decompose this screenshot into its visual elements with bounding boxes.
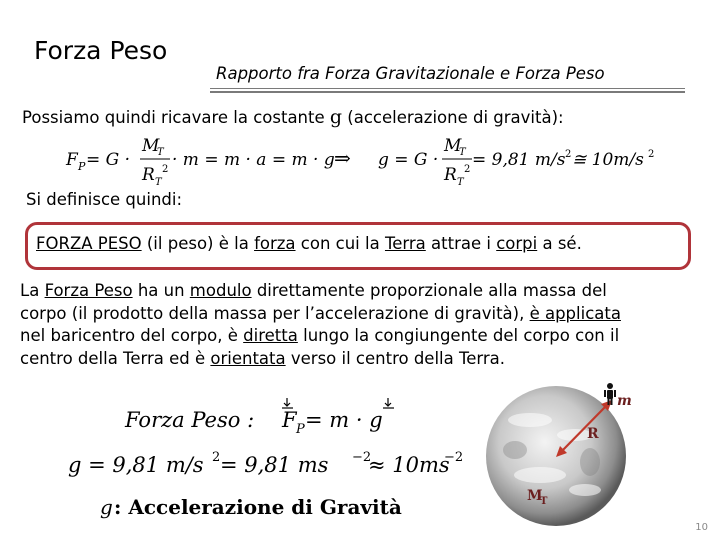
formula1-g-eq: g = G · (378, 150, 439, 170)
formula-weight-force (120, 392, 420, 440)
formula2-label: Forza Peso : (125, 408, 255, 432)
definition-text (36, 234, 582, 253)
formula1-F: F (66, 150, 78, 170)
formula1-den-2: 2 (162, 164, 169, 175)
slide-title: Forza Peso (34, 36, 168, 65)
earth-label-T: T (540, 496, 548, 507)
formula3-text: g = 9,81 m/s (68, 453, 204, 477)
para-l4a: centro della Terra ed è (20, 349, 211, 369)
formula-gravity-value (68, 444, 468, 484)
formula2-F: F (282, 408, 297, 432)
para-l4c: verso il centro della Terra. (285, 349, 506, 369)
def-corpi: corpi (496, 234, 538, 253)
para-l3c: lungo la congiungente del corpo con il (297, 326, 620, 346)
para-forza-peso: Forza Peso (44, 281, 133, 300)
formula1-P-sub: P (78, 160, 86, 173)
intro-g: g (329, 106, 343, 128)
def-forza-peso: FORZA PESO (36, 234, 142, 253)
para-line-3 (20, 325, 700, 348)
formula2-rest: = m · g (305, 408, 383, 432)
para-line-4 (20, 348, 700, 371)
slide-subtitle: Rapporto fra Forza Gravitazionale e Forza Peso (216, 64, 605, 83)
para-diretta: diretta (243, 326, 298, 346)
para-l3a: nel baricentro del corpo, è (20, 326, 244, 346)
formula3-sup2: 2 (212, 450, 221, 465)
earth-label-M: M (527, 488, 543, 504)
earth-label-m: m (617, 393, 632, 409)
para-l1c: ha un (132, 281, 190, 300)
formula1-num2-T: T (459, 147, 466, 158)
def-terra: Terra (384, 234, 426, 253)
formula2-P-sub: P (296, 422, 305, 437)
para-orientata: orientata (210, 349, 286, 369)
formula1-eq-left: = G · (86, 150, 131, 170)
def-forza: forza (254, 234, 296, 253)
define-label: Si definisce quindi: (26, 190, 183, 209)
intro-before: Possiamo quindi ricavare la costante (22, 108, 330, 127)
intro-text (22, 106, 564, 128)
formula3-approx: ≈ 10ms (368, 453, 450, 477)
earth-illustration (480, 380, 660, 530)
formula1-sup-2a: 2 (565, 149, 572, 160)
para-line-2 (20, 303, 700, 326)
formula1-den2-T: T (457, 177, 464, 188)
title-rule-thin (210, 88, 685, 89)
formula1-num-T: T (157, 147, 164, 158)
earth-label-R: R (587, 426, 599, 442)
para-l1a: La (20, 281, 45, 300)
description-paragraph (20, 280, 700, 371)
def-part6: attrae i (425, 234, 497, 253)
def-part2: (il peso) è la (141, 234, 255, 253)
para-l1e: direttamente proporzionale alla massa del (251, 281, 607, 300)
title-rule-thick (210, 91, 685, 93)
formula4-label: : Accelerazione di Gravità (114, 495, 402, 519)
formula1-rest: · m = m · a = m · g (172, 150, 335, 170)
page-number: 10 (695, 522, 708, 533)
formula1-den2-2: 2 (464, 164, 471, 175)
implies-arrow: ⇒ (334, 146, 351, 170)
formula1-result: = 9,81 m/s (472, 150, 566, 170)
formula1-num2-M: M (444, 136, 462, 156)
formula1-den-T: T (155, 177, 162, 188)
para-applicata: è applicata (529, 303, 621, 323)
formula1-den2-R: R (444, 165, 457, 185)
para-l2a: corpo (il prodotto della massa per l’accelerazione di gravità), (20, 303, 530, 323)
formula1-den-R: R (142, 165, 155, 185)
para-modulo: modulo (189, 281, 252, 300)
formula-gravity-label (98, 490, 428, 524)
formula3-sup-neg2a: −2 (352, 450, 372, 465)
para-line-1 (20, 280, 700, 303)
formula4-g: g (100, 495, 113, 519)
formula1-sup-2b: 2 (648, 149, 655, 160)
def-part4: con cui la (295, 234, 385, 253)
formula1-num-M: M (142, 136, 160, 156)
formula1-approx: ≅ 10m/s (572, 150, 644, 170)
formula3-mid: = 9,81 ms (220, 453, 329, 477)
def-part8: a sé. (537, 234, 582, 253)
formula3-sup-neg2b: −2 (444, 450, 464, 465)
intro-after: (accelerazione di gravità): (342, 108, 564, 127)
formula-gravity-derivation (60, 128, 680, 190)
